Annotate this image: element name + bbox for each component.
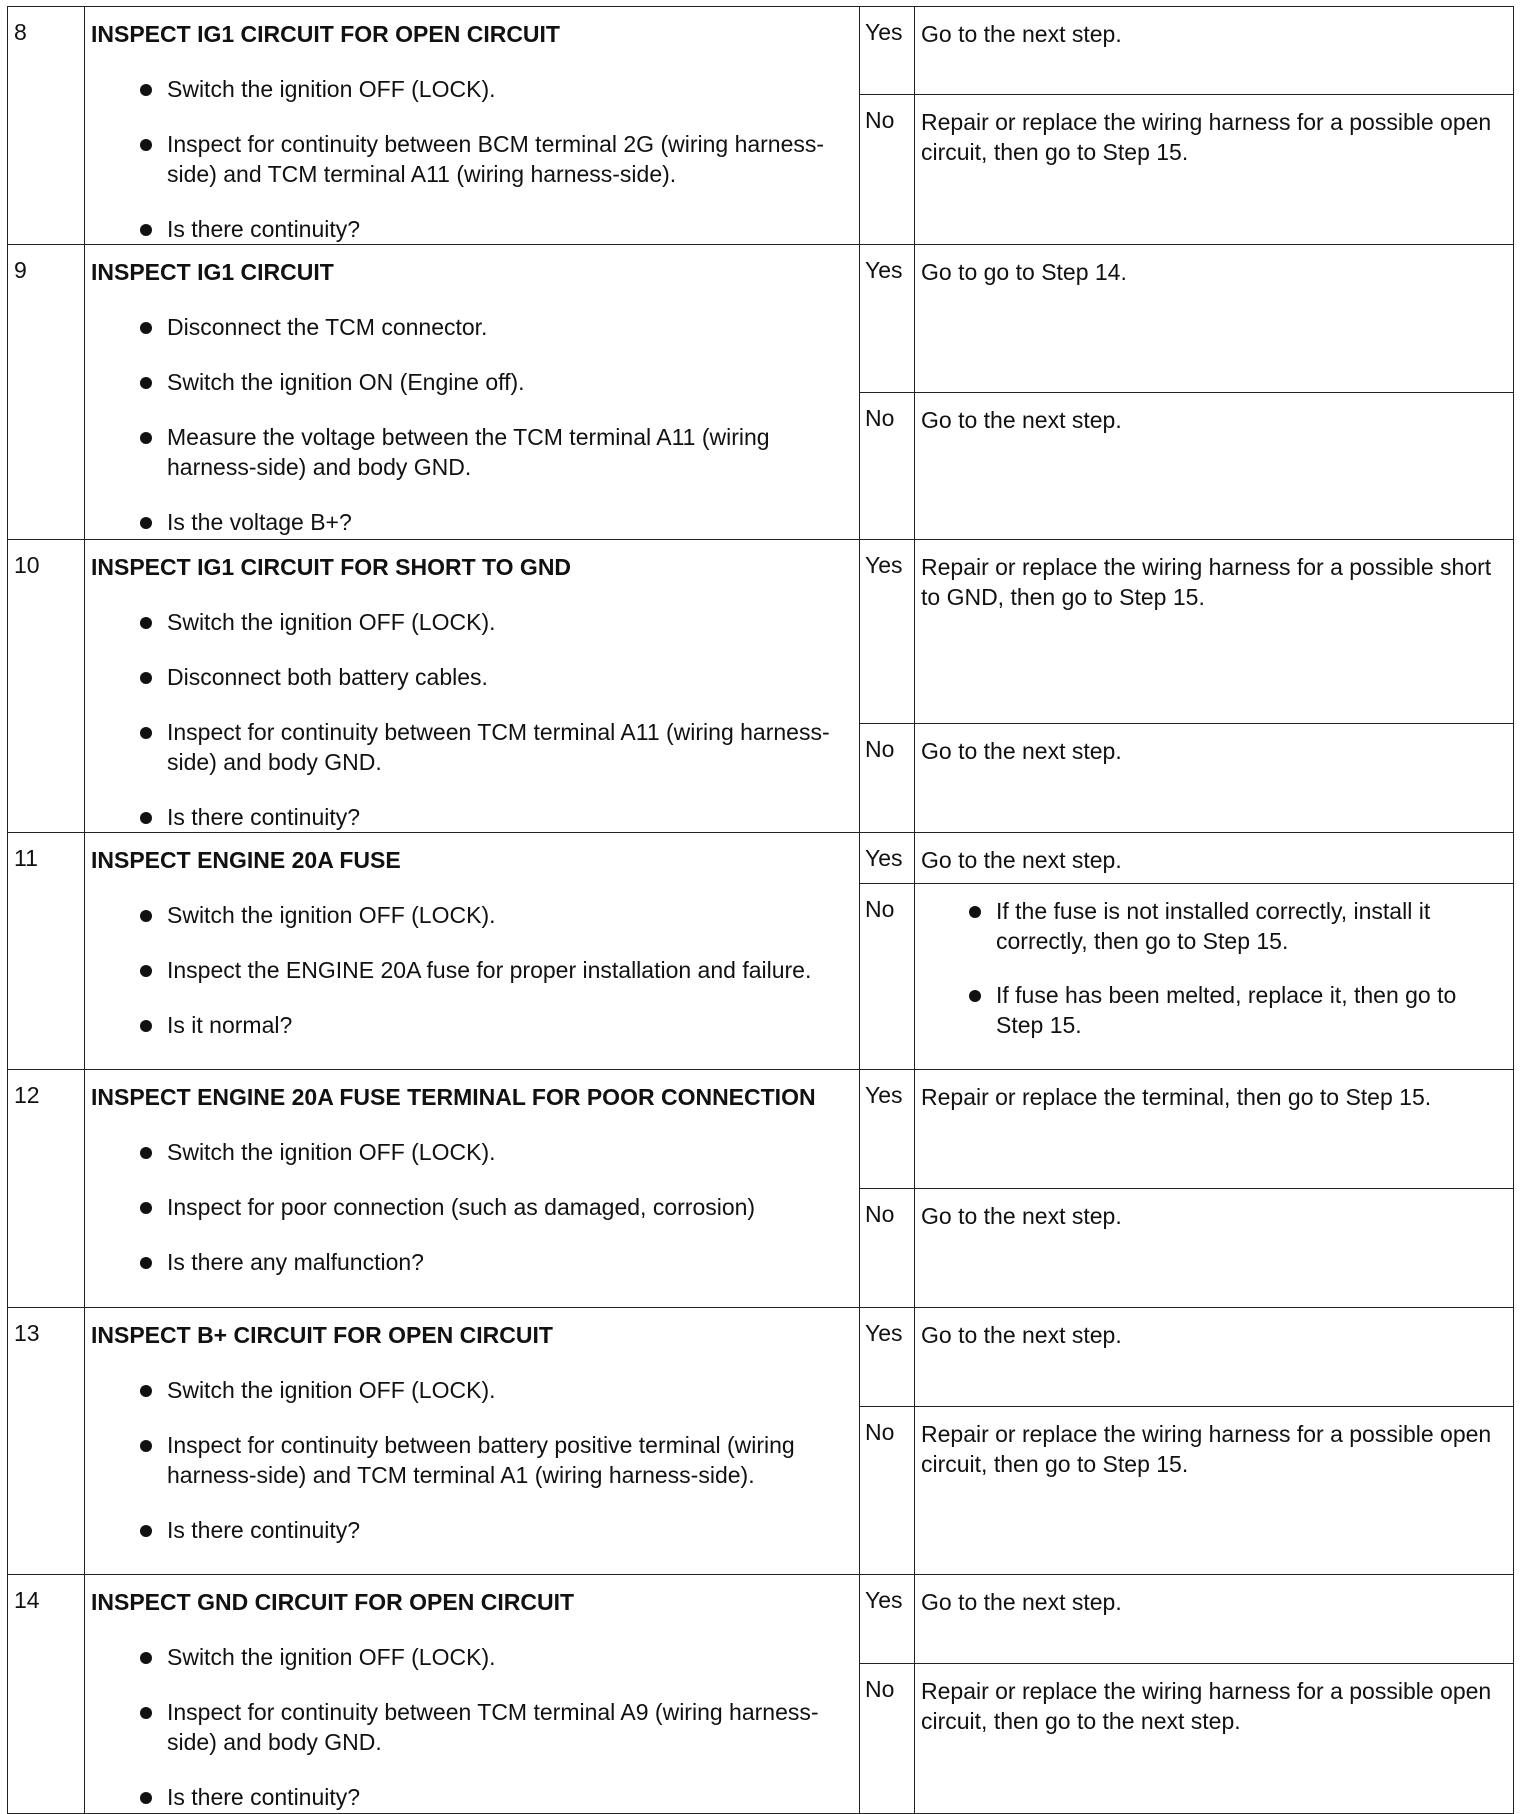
step-number: 11 xyxy=(8,833,85,1070)
step-row xyxy=(8,7,1514,95)
step-procedure xyxy=(85,1070,860,1308)
diagnostic-procedure-table xyxy=(7,6,1514,1814)
answer-no-label: No xyxy=(860,95,915,245)
procedure-list xyxy=(91,607,853,832)
step-title: INSPECT B+ CIRCUIT FOR OPEN CIRCUIT xyxy=(91,1322,553,1348)
step-row xyxy=(8,833,1514,884)
action-list xyxy=(921,896,1505,1040)
yes-action: Go to go to Step 14. xyxy=(915,245,1514,393)
procedure-item: Disconnect the TCM connector. xyxy=(91,312,853,342)
step-number: 10 xyxy=(8,540,85,833)
action-item: If fuse has been melted, replace it, then go to Step 15. xyxy=(921,980,1505,1040)
procedure-item: Is the voltage B+? xyxy=(91,507,853,537)
procedure-item: Inspect for continuity between TCM terminal A11 (wiring harness-side) and body GND. xyxy=(91,717,853,777)
step-row xyxy=(8,245,1514,393)
procedure-item: Switch the ignition OFF (LOCK). xyxy=(91,1642,853,1672)
step-row xyxy=(8,1308,1514,1407)
procedure-item: Inspect for continuity between TCM terminal A9 (wiring harness-side) and body GND. xyxy=(91,1697,853,1757)
step-procedure xyxy=(85,833,860,1070)
yes-action: Go to the next step. xyxy=(915,7,1514,95)
no-action xyxy=(915,884,1514,1070)
procedure-item: Is it normal? xyxy=(91,1010,853,1040)
procedure-item: Inspect for poor connection (such as damaged, corrosion) xyxy=(91,1192,853,1222)
answer-no-label: No xyxy=(860,884,915,1070)
yes-action: Repair or replace the wiring harness for a possible short to GND, then go to Step 15. xyxy=(915,540,1514,724)
step-title: INSPECT IG1 CIRCUIT FOR SHORT TO GND xyxy=(91,554,572,580)
procedure-item: Is there any malfunction? xyxy=(91,1247,853,1277)
procedure-item: Is there continuity? xyxy=(91,1515,853,1545)
step-number: 9 xyxy=(8,245,85,540)
no-action: Go to the next step. xyxy=(915,393,1514,540)
procedure-item: Switch the ignition ON (Engine off). xyxy=(91,367,853,397)
step-procedure xyxy=(85,7,860,245)
step-title: INSPECT ENGINE 20A FUSE xyxy=(91,847,401,873)
step-title: INSPECT ENGINE 20A FUSE TERMINAL FOR POOR CONNECTION xyxy=(91,1084,816,1110)
yes-action: Go to the next step. xyxy=(915,833,1514,884)
yes-action: Go to the next step. xyxy=(915,1308,1514,1407)
procedure-item: Switch the ignition OFF (LOCK). xyxy=(91,1137,853,1167)
procedure-item: Is there continuity? xyxy=(91,214,853,244)
procedure-item: Is there continuity? xyxy=(91,802,853,832)
answer-yes-label: Yes xyxy=(860,245,915,393)
step-title: INSPECT IG1 CIRCUIT xyxy=(91,259,334,285)
procedure-item: Switch the ignition OFF (LOCK). xyxy=(91,74,853,104)
answer-yes-label: Yes xyxy=(860,1070,915,1189)
step-number: 14 xyxy=(8,1575,85,1814)
answer-no-label: No xyxy=(860,1189,915,1308)
step-row xyxy=(8,1070,1514,1189)
action-item: If the fuse is not installed correctly, install it correctly, then go to Step 15. xyxy=(921,896,1505,956)
no-action: Go to the next step. xyxy=(915,1189,1514,1308)
procedure-item: Switch the ignition OFF (LOCK). xyxy=(91,1375,853,1405)
answer-no-label: No xyxy=(860,724,915,833)
procedure-item: Inspect for continuity between BCM terminal 2G (wiring harness-side) and TCM terminal A11 (wiring harness-side). xyxy=(91,129,853,189)
procedure-item: Is there continuity? xyxy=(91,1782,853,1812)
procedure-list xyxy=(91,1137,853,1277)
no-action: Repair or replace the wiring harness for a possible open circuit, then go to Step 15. xyxy=(915,1407,1514,1575)
procedure-item: Inspect the ENGINE 20A fuse for proper installation and failure. xyxy=(91,955,853,985)
answer-yes-label: Yes xyxy=(860,1308,915,1407)
no-action: Go to the next step. xyxy=(915,724,1514,833)
answer-yes-label: Yes xyxy=(860,833,915,884)
no-action: Repair or replace the wiring harness for a possible open circuit, then go to Step 15. xyxy=(915,95,1514,245)
step-title: INSPECT GND CIRCUIT FOR OPEN CIRCUIT xyxy=(91,1589,575,1615)
step-row xyxy=(8,540,1514,724)
procedure-item: Switch the ignition OFF (LOCK). xyxy=(91,900,853,930)
answer-no-label: No xyxy=(860,1664,915,1814)
step-title: INSPECT IG1 CIRCUIT FOR OPEN CIRCUIT xyxy=(91,21,560,47)
procedure-item: Inspect for continuity between battery positive terminal (wiring harness-side) and TCM terminal A1 (wiring harness-side). xyxy=(91,1430,853,1490)
answer-no-label: No xyxy=(860,1407,915,1575)
step-procedure xyxy=(85,1308,860,1575)
answer-no-label: No xyxy=(860,393,915,540)
procedure-list xyxy=(91,1375,853,1545)
yes-action: Repair or replace the terminal, then go to Step 15. xyxy=(915,1070,1514,1189)
procedure-list xyxy=(91,1642,853,1812)
step-number: 12 xyxy=(8,1070,85,1308)
answer-yes-label: Yes xyxy=(860,540,915,724)
yes-action: Go to the next step. xyxy=(915,1575,1514,1664)
step-procedure xyxy=(85,245,860,540)
procedure-item: Measure the voltage between the TCM terminal A11 (wiring harness-side) and body GND. xyxy=(91,422,853,482)
no-action: Repair or replace the wiring harness for a possible open circuit, then go to the next step. xyxy=(915,1664,1514,1814)
procedure-item: Disconnect both battery cables. xyxy=(91,662,853,692)
procedure-list xyxy=(91,312,853,537)
step-procedure xyxy=(85,1575,860,1814)
answer-yes-label: Yes xyxy=(860,1575,915,1664)
step-procedure xyxy=(85,540,860,833)
step-number: 8 xyxy=(8,7,85,245)
answer-yes-label: Yes xyxy=(860,7,915,95)
step-row xyxy=(8,1575,1514,1664)
step-number: 13 xyxy=(8,1308,85,1575)
procedure-list xyxy=(91,74,853,244)
procedure-item: Switch the ignition OFF (LOCK). xyxy=(91,607,853,637)
procedure-list xyxy=(91,900,853,1040)
